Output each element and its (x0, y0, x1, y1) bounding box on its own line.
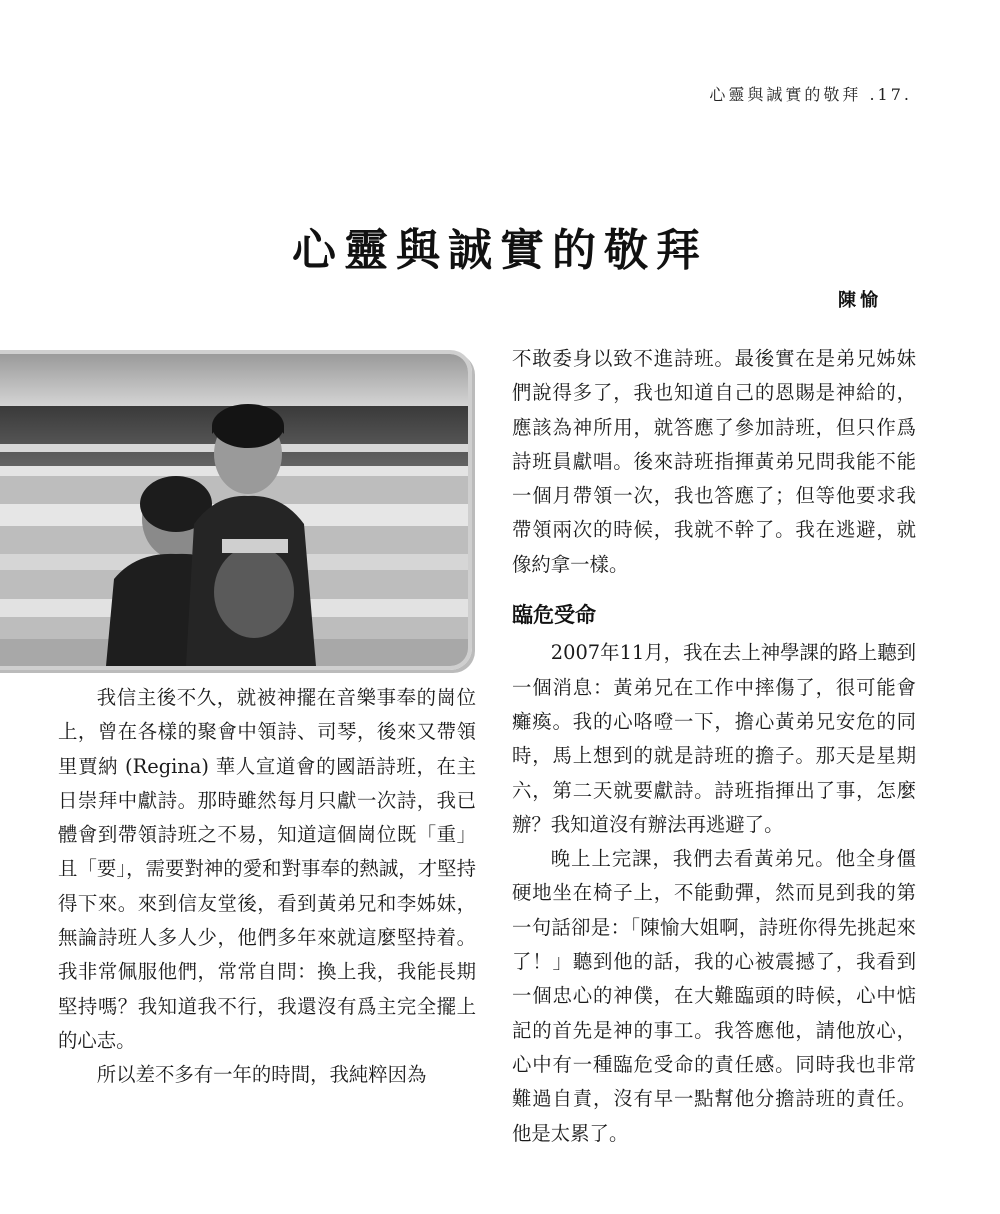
beach-photo (0, 350, 472, 670)
paragraph: 所以差不多有一年的時間，我純粹因為 (96, 1063, 427, 1087)
paragraph: 我信主後不久，就被神擺在音樂事奉的崗位上，曾在各樣的聚會中領詩、司琴，後來又帶領里賈納 (Regina) 華人宣道會的國語詩班，在主日崇拜中獻詩。那時雖然每月只獻一次詩，我已體會到帶領詩班之不易，知道這個崗位既「重」且「要」，需要對神的愛和對事奉的熱誠，才堅持得下來。來到信友堂後，看到黃弟兄和李姊妹，無論詩班人多人少，他們多年來就這麼堅持着。我非常佩服他們，常常自問：換上我，我能長期堅持嗎？我知道我不行，我還沒有爲主完全擺上的心志。 (58, 686, 476, 1052)
paragraph: 晚上上完課，我們去看黃弟兄。他全身僵硬地坐在椅子上，不能動彈，然而見到我的第一句話卻是：「陳愉大姐啊，詩班你得先挑起來了！」聽到他的話，我的心被震撼了，我看到一個忠心的神僕，在大難臨頭的時候，心中惦記的首先是神的事工。我答應他，請他放心，心中有一種臨危受命的責任感。同時我也非常難過自責，沒有早一點幫他分擔詩班的責任。他是太累了。 (512, 847, 916, 1145)
article-title: 心靈與誠實的敬拜 (292, 225, 708, 276)
photo-illustration (0, 354, 468, 666)
section-heading: 臨危受命 (512, 603, 596, 628)
right-column (512, 342, 916, 1151)
paragraph-continuation: 不敢委身以致不進詩班。最後實在是弟兄姊妹們說得多了，我也知道自己的恩賜是神給的，應該為神所用，就答應了參加詩班，但只作爲詩班員獻唱。後來詩班指揮黃弟兄問我能不能一個月帶領一次，我也答應了；但等他要求我帶領兩次的時候，我就不幹了。我在逃避，就像約拿一樣。 (512, 347, 916, 576)
running-header: 心靈與誠實的敬拜 .17. (709, 85, 912, 104)
left-column (58, 681, 476, 1093)
author-name: 陳愉 (838, 290, 882, 311)
paragraph: 2007年11月，我在去上神學課的路上聽到一個消息：黃弟兄在工作中摔傷了，很可能會癱瘓。我的心咯噔一下，擔心黃弟兄安危的同時，馬上想到的就是詩班的擔子。那天是星期六，第二天就要獻詩。詩班指揮出了事，怎麼辦？我知道沒有辦法再逃避了。 (512, 641, 916, 836)
